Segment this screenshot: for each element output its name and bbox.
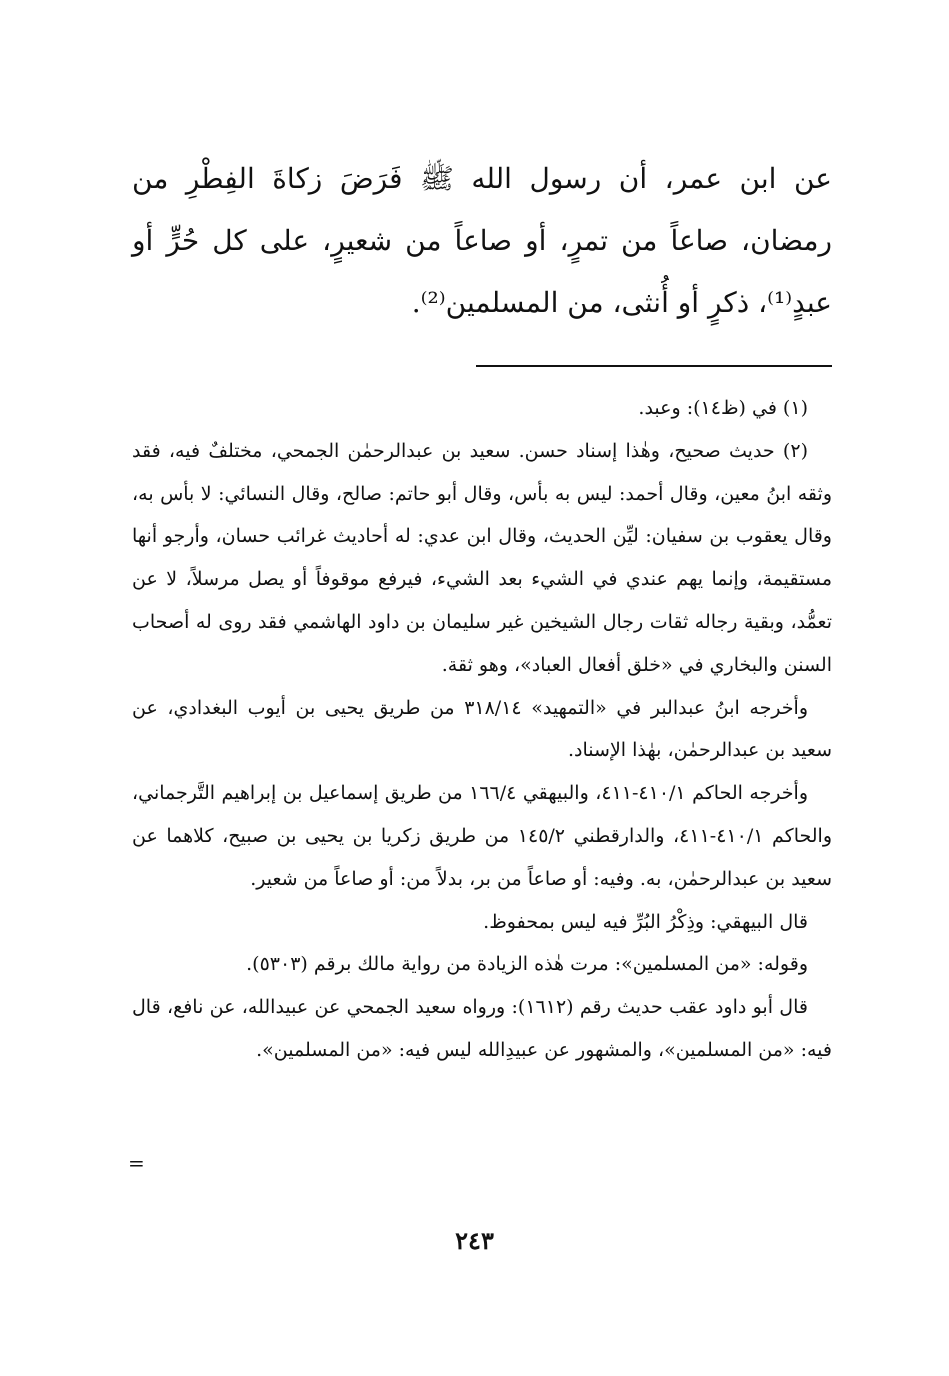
footnote-1: (١) في (ظ١٤): وعبد.	[638, 397, 808, 419]
footnote-separator	[476, 365, 832, 367]
hadith-text	[132, 148, 832, 334]
footnote-2: (٢) حديث صحيح، وهٰذا إسناد حسن. سعيد بن عبدالرحمٰن الجمحي، مختلفٌ فيه، فقد وثقه ابنُ معين، وقال أحمد: ليس به بأس، وقال أبو حاتم: صالح، وقال النسائي: لا بأس به، وقال يعقوب بن سفيان: ليِّن الحديث، وقال ابن عدي: له أحاديث غرائب حسان، وأرجو أنها مستقيمة، وإنما يهم عندي في الشيء بعد الشيء، فيرفع موقوفاً أو يصل مرسلاً، لا عن تعمُّد، وبقية رجاله ثقات رجال الشيخين غير سليمان بن داود الهاشمي فقد روى له أصحاب السنن والبخاري في «خلق أفعال العباد»، وهو ثقة.	[132, 439, 832, 676]
footnote-2-qawluhu: وقوله: «من المسلمين»: مرت هٰذه الزيادة من رواية مالك برقم (٥٣٠٣).	[246, 953, 808, 976]
footnotes-section	[132, 387, 832, 1072]
footnote-2-takhrij-2: وأخرجه الحاكم ٤١٠/١-٤١١، والبيهقي ١٦٦/٤ من طريق إسماعيل بن إبراهيم التَّرجماني، والحاكم ٤١٠/١-٤١١، والدارقطني ١٤٥/٢ من طريق زكريا بن يحيى بن صبيح، كلاهما عن سعيد بن عبدالرحمٰن، به. وفيه: أو صاعاً من بر، بدلاً من: أو صاعاً من شعير.	[132, 782, 832, 890]
footnote-2-takhrij-1: وأخرجه ابنُ عبدالبر في «التمهيد» ٣١٨/١٤ من طريق يحيى بن أيوب البغدادي، عن سعيد بن عبدالرحمٰن، بهٰذا الإسناد.	[132, 696, 832, 762]
hadith-paragraph: عن ابن عمر، أن رسول الله ﷺ فَرَضَ زكاةَ الفِطْرِ من رمضان، صاعاً من تمرٍ، أو صاعاً من شعيرٍ، على كل حُرٍّ أو عبدٍ⁽¹⁾، ذكرٍ أو أُنثى، من المسلمين⁽²⁾.	[132, 162, 832, 319]
footnote-2-bayhaqi: قال البيهقي: وذِكْرُ البُرِّ فيه ليس بمحفوظ.	[483, 910, 808, 933]
continuation-mark: =	[128, 1151, 145, 1175]
page-number: ٢٤٣	[455, 1226, 494, 1255]
footnote-2-abu-dawud: قال أبو داود عقب حديث رقم (١٦١٢): ورواه سعيد الجمحي عن عبيدالله، عن نافع، قال فيه: «من المسلمين»، والمشهور عن عبيدِالله ليس فيه: «من المسلمين».	[132, 996, 832, 1061]
